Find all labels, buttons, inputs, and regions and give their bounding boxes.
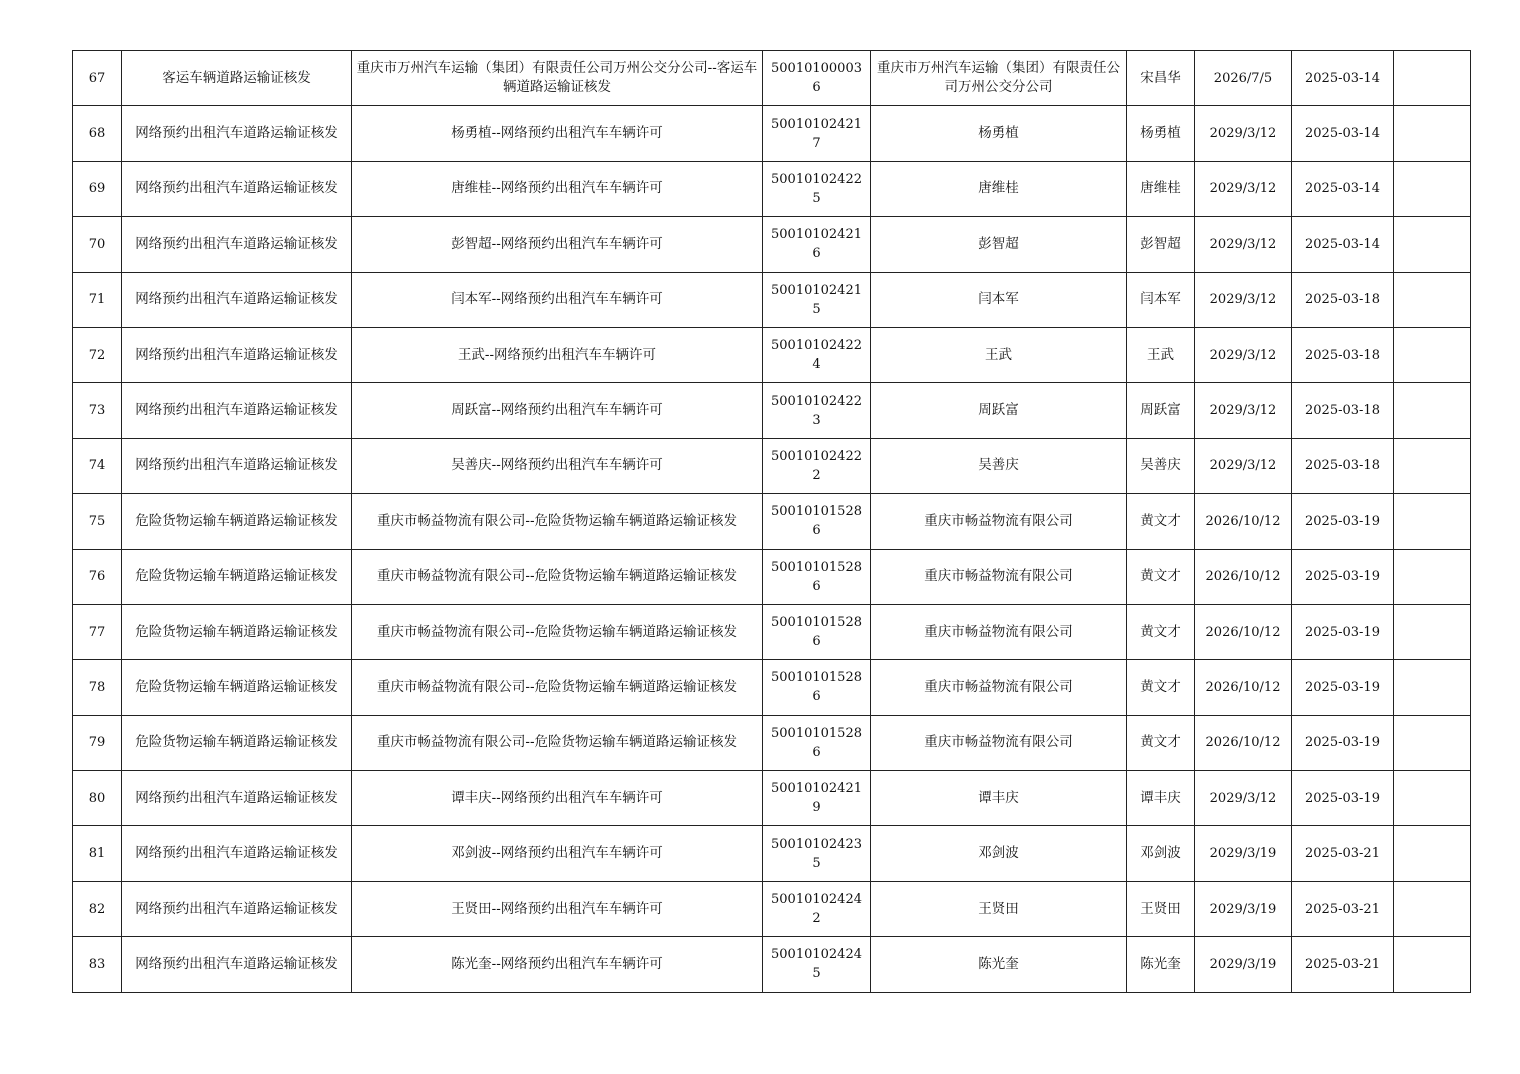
remark-cell: [1394, 881, 1471, 936]
permit-code-cell: 500101015286: [763, 549, 871, 604]
valid-until-cell: 2026/10/12: [1195, 549, 1292, 604]
permit-item-cell: 危险货物运输车辆道路运输证核发: [122, 549, 352, 604]
permit-item-cell: 网络预约出租汽车道路运输证核发: [122, 438, 352, 493]
permit-code-cell: 500101024222: [763, 438, 871, 493]
legal-representative-cell: 谭丰庆: [1127, 771, 1195, 826]
valid-until-cell: 2029/3/12: [1195, 383, 1292, 438]
remark-cell: [1394, 51, 1471, 106]
permit-item-cell: 网络预约出租汽车道路运输证核发: [122, 272, 352, 327]
remark-cell: [1394, 217, 1471, 272]
legal-representative-cell: 黄文才: [1127, 660, 1195, 715]
permit-code-cell: 500101024245: [763, 937, 871, 992]
permit-code-cell: 500101024242: [763, 881, 871, 936]
permit-name-cell: 重庆市畅益物流有限公司--危险货物运输车辆道路运输证核发: [352, 660, 763, 715]
issue-date-cell: 2025-03-19: [1292, 494, 1394, 549]
permit-holder-cell: 重庆市畅益物流有限公司: [871, 549, 1127, 604]
remark-cell: [1394, 826, 1471, 881]
permit-holder-cell: 重庆市畅益物流有限公司: [871, 715, 1127, 770]
permit-holder-cell: 彭智超: [871, 217, 1127, 272]
permit-holder-cell: 唐维桂: [871, 161, 1127, 216]
table-body: [73, 51, 1471, 993]
table-row: [73, 660, 1471, 715]
row-index-cell: 79: [73, 715, 122, 770]
permit-holder-cell: 闫本军: [871, 272, 1127, 327]
permit-holder-cell: 重庆市畅益物流有限公司: [871, 494, 1127, 549]
table-row: [73, 438, 1471, 493]
permit-item-cell: 网络预约出租汽车道路运输证核发: [122, 383, 352, 438]
permit-code-cell: 500101024225: [763, 161, 871, 216]
remark-cell: [1394, 161, 1471, 216]
issue-date-cell: 2025-03-19: [1292, 715, 1394, 770]
table-row: [73, 549, 1471, 604]
valid-until-cell: 2029/3/12: [1195, 272, 1292, 327]
permit-item-cell: 危险货物运输车辆道路运输证核发: [122, 604, 352, 659]
row-index-cell: 71: [73, 272, 122, 327]
remark-cell: [1394, 272, 1471, 327]
remark-cell: [1394, 106, 1471, 161]
row-index-cell: 75: [73, 494, 122, 549]
issue-date-cell: 2025-03-14: [1292, 161, 1394, 216]
table-row: [73, 51, 1471, 106]
permit-code-cell: 500101015286: [763, 715, 871, 770]
legal-representative-cell: 陈光奎: [1127, 937, 1195, 992]
remark-cell: [1394, 660, 1471, 715]
legal-representative-cell: 宋昌华: [1127, 51, 1195, 106]
row-index-cell: 68: [73, 106, 122, 161]
permit-table: [72, 50, 1471, 993]
row-index-cell: 82: [73, 881, 122, 936]
permit-item-cell: 危险货物运输车辆道路运输证核发: [122, 494, 352, 549]
table-row: [73, 383, 1471, 438]
table-row: [73, 494, 1471, 549]
remark-cell: [1394, 771, 1471, 826]
row-index-cell: 76: [73, 549, 122, 604]
row-index-cell: 72: [73, 327, 122, 382]
valid-until-cell: 2029/3/12: [1195, 106, 1292, 161]
legal-representative-cell: 杨勇植: [1127, 106, 1195, 161]
permit-item-cell: 网络预约出租汽车道路运输证核发: [122, 937, 352, 992]
permit-item-cell: 客运车辆道路运输证核发: [122, 51, 352, 106]
issue-date-cell: 2025-03-19: [1292, 549, 1394, 604]
valid-until-cell: 2026/10/12: [1195, 604, 1292, 659]
permit-code-cell: 500101000036: [763, 51, 871, 106]
permit-holder-cell: 吴善庆: [871, 438, 1127, 493]
remark-cell: [1394, 604, 1471, 659]
permit-item-cell: 网络预约出租汽车道路运输证核发: [122, 881, 352, 936]
permit-name-cell: 唐维桂--网络预约出租汽车车辆许可: [352, 161, 763, 216]
row-index-cell: 74: [73, 438, 122, 493]
row-index-cell: 73: [73, 383, 122, 438]
permit-code-cell: 500101024215: [763, 272, 871, 327]
issue-date-cell: 2025-03-21: [1292, 881, 1394, 936]
valid-until-cell: 2029/3/12: [1195, 217, 1292, 272]
permit-item-cell: 网络预约出租汽车道路运输证核发: [122, 826, 352, 881]
issue-date-cell: 2025-03-14: [1292, 51, 1394, 106]
remark-cell: [1394, 494, 1471, 549]
permit-code-cell: 500101015286: [763, 604, 871, 659]
row-index-cell: 69: [73, 161, 122, 216]
valid-until-cell: 2026/7/5: [1195, 51, 1292, 106]
permit-holder-cell: 邓剑波: [871, 826, 1127, 881]
valid-until-cell: 2029/3/12: [1195, 161, 1292, 216]
permit-code-cell: 500101024223: [763, 383, 871, 438]
permit-holder-cell: 谭丰庆: [871, 771, 1127, 826]
permit-item-cell: 网络预约出租汽车道路运输证核发: [122, 771, 352, 826]
valid-until-cell: 2029/3/12: [1195, 438, 1292, 493]
issue-date-cell: 2025-03-21: [1292, 826, 1394, 881]
remark-cell: [1394, 715, 1471, 770]
permit-code-cell: 500101024216: [763, 217, 871, 272]
issue-date-cell: 2025-03-18: [1292, 438, 1394, 493]
legal-representative-cell: 邓剑波: [1127, 826, 1195, 881]
table-row: [73, 272, 1471, 327]
permit-name-cell: 闫本军--网络预约出租汽车车辆许可: [352, 272, 763, 327]
permit-holder-cell: 周跃富: [871, 383, 1127, 438]
valid-until-cell: 2029/3/12: [1195, 327, 1292, 382]
table-row: [73, 604, 1471, 659]
remark-cell: [1394, 383, 1471, 438]
permit-item-cell: 危险货物运输车辆道路运输证核发: [122, 660, 352, 715]
table-row: [73, 217, 1471, 272]
valid-until-cell: 2029/3/19: [1195, 937, 1292, 992]
issue-date-cell: 2025-03-18: [1292, 383, 1394, 438]
legal-representative-cell: 黄文才: [1127, 604, 1195, 659]
permit-code-cell: 500101024219: [763, 771, 871, 826]
permit-holder-cell: 杨勇植: [871, 106, 1127, 161]
legal-representative-cell: 黄文才: [1127, 715, 1195, 770]
permit-name-cell: 王武--网络预约出租汽车车辆许可: [352, 327, 763, 382]
valid-until-cell: 2029/3/19: [1195, 881, 1292, 936]
permit-item-cell: 网络预约出租汽车道路运输证核发: [122, 217, 352, 272]
permit-holder-cell: 王武: [871, 327, 1127, 382]
permit-code-cell: 500101024224: [763, 327, 871, 382]
table-row: [73, 771, 1471, 826]
permit-code-cell: 500101024235: [763, 826, 871, 881]
permit-name-cell: 周跃富--网络预约出租汽车车辆许可: [352, 383, 763, 438]
permit-name-cell: 谭丰庆--网络预约出租汽车车辆许可: [352, 771, 763, 826]
table-row: [73, 826, 1471, 881]
permit-code-cell: 500101015286: [763, 494, 871, 549]
permit-holder-cell: 陈光奎: [871, 937, 1127, 992]
permit-name-cell: 邓剑波--网络预约出租汽车车辆许可: [352, 826, 763, 881]
permit-name-cell: 重庆市畅益物流有限公司--危险货物运输车辆道路运输证核发: [352, 604, 763, 659]
issue-date-cell: 2025-03-18: [1292, 272, 1394, 327]
permit-holder-cell: 王贤田: [871, 881, 1127, 936]
permit-name-cell: 重庆市万州汽车运输（集团）有限责任公司万州公交分公司--客运车辆道路运输证核发: [352, 51, 763, 106]
row-index-cell: 80: [73, 771, 122, 826]
legal-representative-cell: 唐维桂: [1127, 161, 1195, 216]
valid-until-cell: 2029/3/19: [1195, 826, 1292, 881]
permit-name-cell: 重庆市畅益物流有限公司--危险货物运输车辆道路运输证核发: [352, 494, 763, 549]
permit-item-cell: 网络预约出租汽车道路运输证核发: [122, 327, 352, 382]
permit-item-cell: 网络预约出租汽车道路运输证核发: [122, 106, 352, 161]
remark-cell: [1394, 549, 1471, 604]
issue-date-cell: 2025-03-14: [1292, 217, 1394, 272]
legal-representative-cell: 黄文才: [1127, 549, 1195, 604]
table-row: [73, 715, 1471, 770]
valid-until-cell: 2026/10/12: [1195, 715, 1292, 770]
row-index-cell: 67: [73, 51, 122, 106]
issue-date-cell: 2025-03-21: [1292, 937, 1394, 992]
legal-representative-cell: 黄文才: [1127, 494, 1195, 549]
remark-cell: [1394, 327, 1471, 382]
table-row: [73, 161, 1471, 216]
valid-until-cell: 2029/3/12: [1195, 771, 1292, 826]
issue-date-cell: 2025-03-19: [1292, 604, 1394, 659]
permit-code-cell: 500101015286: [763, 660, 871, 715]
permit-item-cell: 危险货物运输车辆道路运输证核发: [122, 715, 352, 770]
permit-name-cell: 王贤田--网络预约出租汽车车辆许可: [352, 881, 763, 936]
permit-name-cell: 杨勇植--网络预约出租汽车车辆许可: [352, 106, 763, 161]
legal-representative-cell: 吴善庆: [1127, 438, 1195, 493]
row-index-cell: 77: [73, 604, 122, 659]
row-index-cell: 70: [73, 217, 122, 272]
issue-date-cell: 2025-03-18: [1292, 327, 1394, 382]
issue-date-cell: 2025-03-19: [1292, 660, 1394, 715]
legal-representative-cell: 周跃富: [1127, 383, 1195, 438]
permit-name-cell: 吴善庆--网络预约出租汽车车辆许可: [352, 438, 763, 493]
permit-holder-cell: 重庆市万州汽车运输（集团）有限责任公司万州公交分公司: [871, 51, 1127, 106]
permit-holder-cell: 重庆市畅益物流有限公司: [871, 660, 1127, 715]
valid-until-cell: 2026/10/12: [1195, 660, 1292, 715]
table-row: [73, 937, 1471, 992]
legal-representative-cell: 彭智超: [1127, 217, 1195, 272]
permit-item-cell: 网络预约出租汽车道路运输证核发: [122, 161, 352, 216]
legal-representative-cell: 王贤田: [1127, 881, 1195, 936]
permit-name-cell: 重庆市畅益物流有限公司--危险货物运输车辆道路运输证核发: [352, 715, 763, 770]
legal-representative-cell: 王武: [1127, 327, 1195, 382]
valid-until-cell: 2026/10/12: [1195, 494, 1292, 549]
remark-cell: [1394, 937, 1471, 992]
permit-code-cell: 500101024217: [763, 106, 871, 161]
issue-date-cell: 2025-03-19: [1292, 771, 1394, 826]
permit-name-cell: 重庆市畅益物流有限公司--危险货物运输车辆道路运输证核发: [352, 549, 763, 604]
remark-cell: [1394, 438, 1471, 493]
row-index-cell: 78: [73, 660, 122, 715]
legal-representative-cell: 闫本军: [1127, 272, 1195, 327]
row-index-cell: 83: [73, 937, 122, 992]
table-row: [73, 881, 1471, 936]
row-index-cell: 81: [73, 826, 122, 881]
permit-holder-cell: 重庆市畅益物流有限公司: [871, 604, 1127, 659]
table-row: [73, 106, 1471, 161]
issue-date-cell: 2025-03-14: [1292, 106, 1394, 161]
table-row: [73, 327, 1471, 382]
permit-name-cell: 陈光奎--网络预约出租汽车车辆许可: [352, 937, 763, 992]
permit-name-cell: 彭智超--网络预约出租汽车车辆许可: [352, 217, 763, 272]
